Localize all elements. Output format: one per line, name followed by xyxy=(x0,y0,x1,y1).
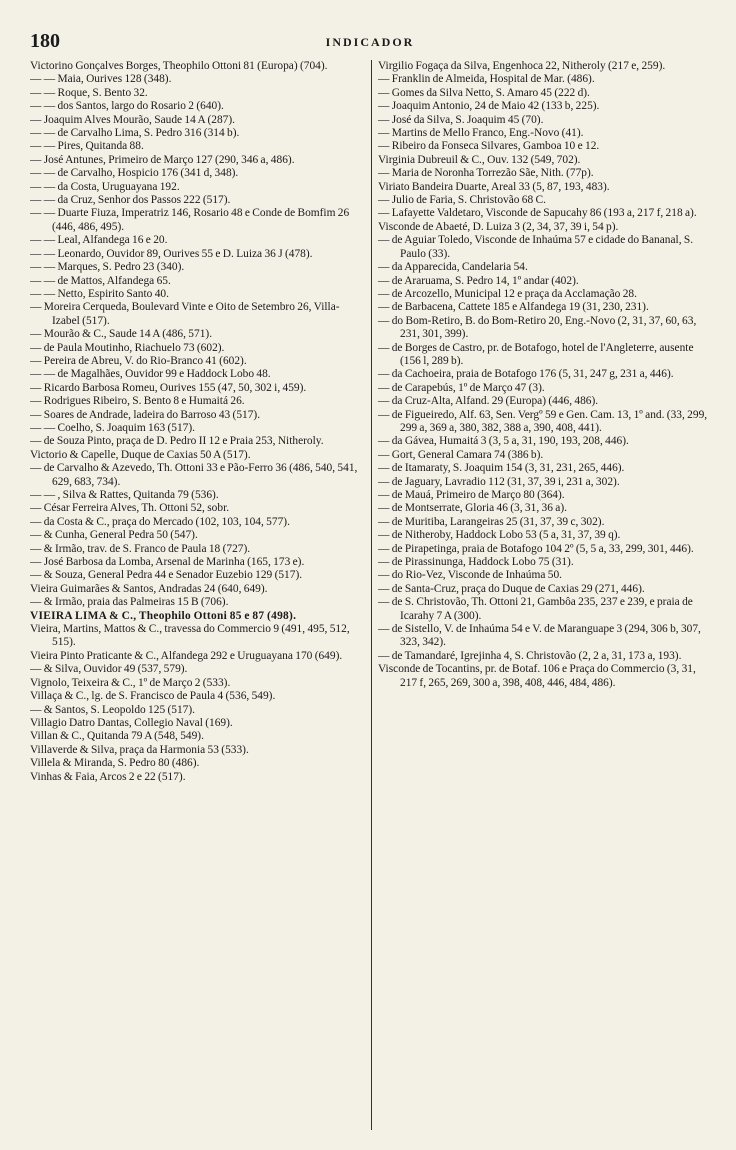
directory-entry: — Lafayette Valdetaro, Visconde de Sapucahy 86 (193 a, 217 f, 218 a). xyxy=(378,207,697,220)
left-column xyxy=(30,60,372,1130)
directory-entry: — de Nitheroby, Haddock Lobo 53 (5 a, 31, 37, 39 q). xyxy=(378,529,621,542)
right-column xyxy=(372,60,714,1130)
directory-entry: Visconde de Abaeté, D. Luiza 3 (2, 34, 37, 39 i, 54 p). xyxy=(378,220,619,233)
directory-entry: Virginia Dubreuil & C., Ouv. 132 (549, 702). xyxy=(378,153,581,166)
directory-entry: — & Silva, Ouvidor 49 (537, 579). xyxy=(30,663,188,676)
directory-entry: Villela & Miranda, S. Pedro 80 (486). xyxy=(30,757,200,770)
directory-entry: — José Barbosa da Lomba, Arsenal de Marinha (165, 173 e). xyxy=(30,556,305,569)
directory-entry: — Gomes da Silva Netto, S. Amaro 45 (222 d). xyxy=(378,86,590,99)
directory-entry: — de Carvalho & Azevedo, Th. Ottoni 33 e Pão-Ferro 36 (486, 540, 541, 629, 683, 734). xyxy=(30,462,358,488)
directory-entry: — José Antunes, Primeiro de Março 127 (290, 346 a, 486). xyxy=(30,153,295,166)
directory-entry: — — , Silva & Rattes, Quitanda 79 (536). xyxy=(30,489,219,501)
directory-entry: — da Costa & C., praça do Mercado (102, 103, 104, 577). xyxy=(30,515,290,528)
directory-entry: Villaça & C., lg. de S. Francisco de Paula 4 (536, 549). xyxy=(30,690,276,703)
directory-entry: Vieira, Martins, Mattos & C., travessa do Commercio 9 (491, 495, 512, 515). xyxy=(30,623,350,649)
directory-entry: — — Marques, S. Pedro 23 (340). xyxy=(30,261,185,274)
directory-entry: Villan & C., Quitanda 79 A (548, 549). xyxy=(30,730,204,743)
directory-entry: — César Ferreira Alves, Th. Ottoni 52, sobr. xyxy=(30,502,230,515)
directory-entry: Victorino Gonçalves Borges, Theophilo Ottoni 81 (Europa) (704). xyxy=(30,60,328,72)
directory-entry: — Martins de Mello Franco, Eng.-Novo (41). xyxy=(378,127,584,140)
directory-entry: — — de Mattos, Alfandega 65. xyxy=(30,274,171,287)
directory-entry: — de Mauá, Primeiro de Março 80 (364). xyxy=(378,489,565,501)
directory-entry: — da Cruz-Alta, Alfand. 29 (Europa) (446, 486). xyxy=(378,395,599,408)
directory-entry: — de Arcozello, Municipal 12 e praça da Acclamação 28. xyxy=(378,287,637,300)
directory-entry: — Rodrigues Ribeiro, S. Bento 8 e Humaitá 26. xyxy=(30,395,245,408)
directory-entry: — de S. Christovão, Th. Ottoni 21, Gambôa 235, 237 e 239, e praia de Icarahy 7 A (300). xyxy=(378,596,693,622)
directory-entry: — de Borges de Castro, pr. de Botafogo, hotel de l'Angleterre, ausente (156 l, 289 b). xyxy=(378,341,694,367)
directory-entry: — — Coelho, S. Joaquim 163 (517). xyxy=(30,421,196,434)
directory-entry: — de Barbacena, Cattete 185 e Alfandega 19 (31, 230, 231). xyxy=(378,301,649,314)
directory-entry: — de Muritiba, Larangeiras 25 (31, 37, 39 c, 302). xyxy=(378,515,605,528)
directory-entry: — de Montserrate, Gloria 46 (3, 31, 36 a). xyxy=(378,502,567,515)
directory-entry: Vignolo, Teixeira & C., 1º de Março 2 (533). xyxy=(30,676,231,689)
directory-entry: — & Irmão, praia das Palmeiras 15 B (706). xyxy=(30,596,229,609)
directory-entry: — da Apparecida, Candelaria 54. xyxy=(378,261,528,274)
directory-entry: — José da Silva, S. Joaquim 45 (70). xyxy=(378,113,544,126)
directory-entry: — de Jaguary, Lavradio 112 (31, 37, 39 i, 231 a, 302). xyxy=(378,475,620,488)
directory-entry: Vinhas & Faia, Arcos 2 e 22 (517). xyxy=(30,770,186,783)
directory-entry: Vieira Pinto Praticante & C., Alfandega 292 e Uruguayana 170 (649). xyxy=(30,649,343,662)
directory-entry: — Soares de Andrade, ladeira do Barroso 43 (517). xyxy=(30,408,261,421)
directory-entry: — — Netto, Espirito Santo 40. xyxy=(30,287,169,300)
directory-entry: Virgilio Fogaça da Silva, Engenhoca 22, Nitheroly (217 e, 259). xyxy=(378,60,666,72)
directory-entry: — & Santos, S. Leopoldo 125 (517). xyxy=(30,703,196,716)
directory-entry: VIEIRA LIMA & C., Theophilo Ottoni 85 e 87 (498). xyxy=(30,609,297,622)
directory-entry: — de Itamaraty, S. Joaquim 154 (3, 31, 231, 265, 446). xyxy=(378,462,625,475)
directory-entry: — — da Cruz, Senhor dos Passos 222 (517). xyxy=(30,194,231,207)
directory-entry: — Julio de Faria, S. Christovão 68 C. xyxy=(378,194,546,207)
directory-entry: — & Irmão, trav. de S. Franco de Paula 18 (727). xyxy=(30,542,251,555)
directory-entry: — & Souza, General Pedra 44 e Senador Euzebio 129 (517). xyxy=(30,569,303,582)
directory-entry: — de Paula Moutinho, Riachuelo 73 (602). xyxy=(30,341,225,354)
directory-entry: — — Maia, Ourives 128 (348). xyxy=(30,73,172,86)
directory-entry: — Moreira Cerqueda, Boulevard Vinte e Oito de Setembro 26, Villa-Izabel (517). xyxy=(30,301,340,327)
directory-entry: — de Araruama, S. Pedro 14, 1º andar (402). xyxy=(378,274,579,287)
directory-entry: — — Duarte Fiuza, Imperatriz 146, Rosario 48 e Conde de Bomfim 26 (446, 486, 495). xyxy=(30,207,350,233)
directory-entry: — Ribeiro da Fonseca Silvares, Gamboa 10 e 12. xyxy=(378,140,600,153)
running-title: INDICADOR xyxy=(325,35,415,49)
directory-entry: — Maria de Noronha Torrezão Sãe, Nith. (77p). xyxy=(378,167,594,180)
directory-entry: — — Leal, Alfandega 16 e 20. xyxy=(30,234,168,247)
directory-entry: — Ricardo Barbosa Romeu, Ourives 155 (47, 50, 302 i, 459). xyxy=(30,381,307,394)
directory-entry: — de Tamandaré, Igrejinha 4, S. Christovão (2, 2 a, 31, 173 a, 193). xyxy=(378,649,682,662)
directory-entry: — de Pirassinunga, Haddock Lobo 75 (31). xyxy=(378,556,574,569)
directory-entry: — — de Carvalho, Hospicio 176 (341 d, 348). xyxy=(30,167,239,180)
directory-entry: — de Santa-Cruz, praça do Duque de Caxias 29 (271, 446). xyxy=(378,582,645,595)
directory-entry: Victorio & Capelle, Duque de Caxias 50 A (517). xyxy=(30,448,251,461)
directory-entry: Visconde de Tocantins, pr. de Botaf. 106 e Praça do Commercio (3, 31, 217 f, 265, 269, 300 a, 398, 408, 446, 484, 486). xyxy=(378,663,696,689)
directory-entry: — de Souza Pinto, praça de D. Pedro II 12 e Praia 253, Nitheroly. xyxy=(30,435,324,448)
directory-entry: — do Rio-Vez, Visconde de Inhaúma 50. xyxy=(378,569,563,582)
directory-entry: — de Figueiredo, Alf. 63, Sen. Vergº 59 e Gen. Cam. 13, 1º and. (33, 299, 299 a, 369 a, 380, 382, 388 a, 390, 408, 441). xyxy=(378,408,708,434)
directory-entry: — Pereira de Abreu, V. do Rio-Branco 41 (602). xyxy=(30,354,247,367)
directory-entry: — — Roque, S. Bento 32. xyxy=(30,86,148,99)
directory-entry: — — de Carvalho Lima, S. Pedro 316 (314 b). xyxy=(30,127,240,140)
directory-entry: Vieira Guimarães & Santos, Andradas 24 (640, 649). xyxy=(30,582,268,595)
directory-entry: — Joaquim Antonio, 24 de Maio 42 (133 b, 225). xyxy=(378,100,600,113)
directory-columns xyxy=(30,60,714,1130)
directory-entry: — — da Costa, Uruguayana 192. xyxy=(30,180,180,193)
directory-entry: — — de Magalhães, Ouvidor 99 e Haddock Lobo 48. xyxy=(30,368,271,381)
directory-entry: — do Bom-Retiro, B. do Bom-Retiro 20, Eng.-Novo (2, 31, 37, 60, 63, 231, 301, 399). xyxy=(378,314,697,341)
directory-entry: — de Carapebús, 1º de Março 47 (3). xyxy=(378,381,545,394)
page-number: 180 xyxy=(30,30,60,52)
directory-entry: — da Cachoeira, praia de Botafogo 176 (5, 31, 247 g, 231 a, 446). xyxy=(378,368,674,381)
directory-entry: — de Pirapetinga, praia de Botafogo 104 2º (5, 5 a, 33, 299, 301, 446). xyxy=(378,542,694,555)
directory-entry: — Franklin de Almeida, Hospital de Mar. (486). xyxy=(378,73,595,86)
directory-entry: Viriato Bandeira Duarte, Areal 33 (5, 87, 193, 483). xyxy=(378,180,610,193)
directory-entry: — — Pires, Quitanda 88. xyxy=(30,140,144,153)
directory-entry: — — dos Santos, largo do Rosario 2 (640). xyxy=(30,100,224,113)
directory-entry: — Mourão & C., Saude 14 A (486, 571). xyxy=(30,328,213,341)
directory-entry: Villagio Datro Dantas, Collegio Naval (169). xyxy=(30,716,233,729)
directory-entry: — & Cunha, General Pedra 50 (547). xyxy=(30,529,198,542)
directory-entry: — — Leonardo, Ouvidor 89, Ourives 55 e D. Luiza 36 J (478). xyxy=(30,247,313,260)
page-header xyxy=(30,30,710,58)
directory-entry: — Joaquim Alves Mourão, Saude 14 A (287). xyxy=(30,113,235,126)
directory-entry: — Gort, General Camara 74 (386 b). xyxy=(378,448,544,461)
directory-entry: — de Aguiar Toledo, Visconde de Inhaúma 57 e cidade do Bananal, S. Paulo (33). xyxy=(378,234,694,260)
directory-entry: — da Gávea, Humaitá 3 (3, 5 a, 31, 190, 193, 208, 446). xyxy=(378,435,629,448)
directory-entry: Villaverde & Silva, praça da Harmonia 53 (533). xyxy=(30,743,249,756)
directory-entry: — de Sistello, V. de Inhaúma 54 e V. de Maranguape 3 (294, 306 b, 307, 323, 342). xyxy=(378,623,701,649)
